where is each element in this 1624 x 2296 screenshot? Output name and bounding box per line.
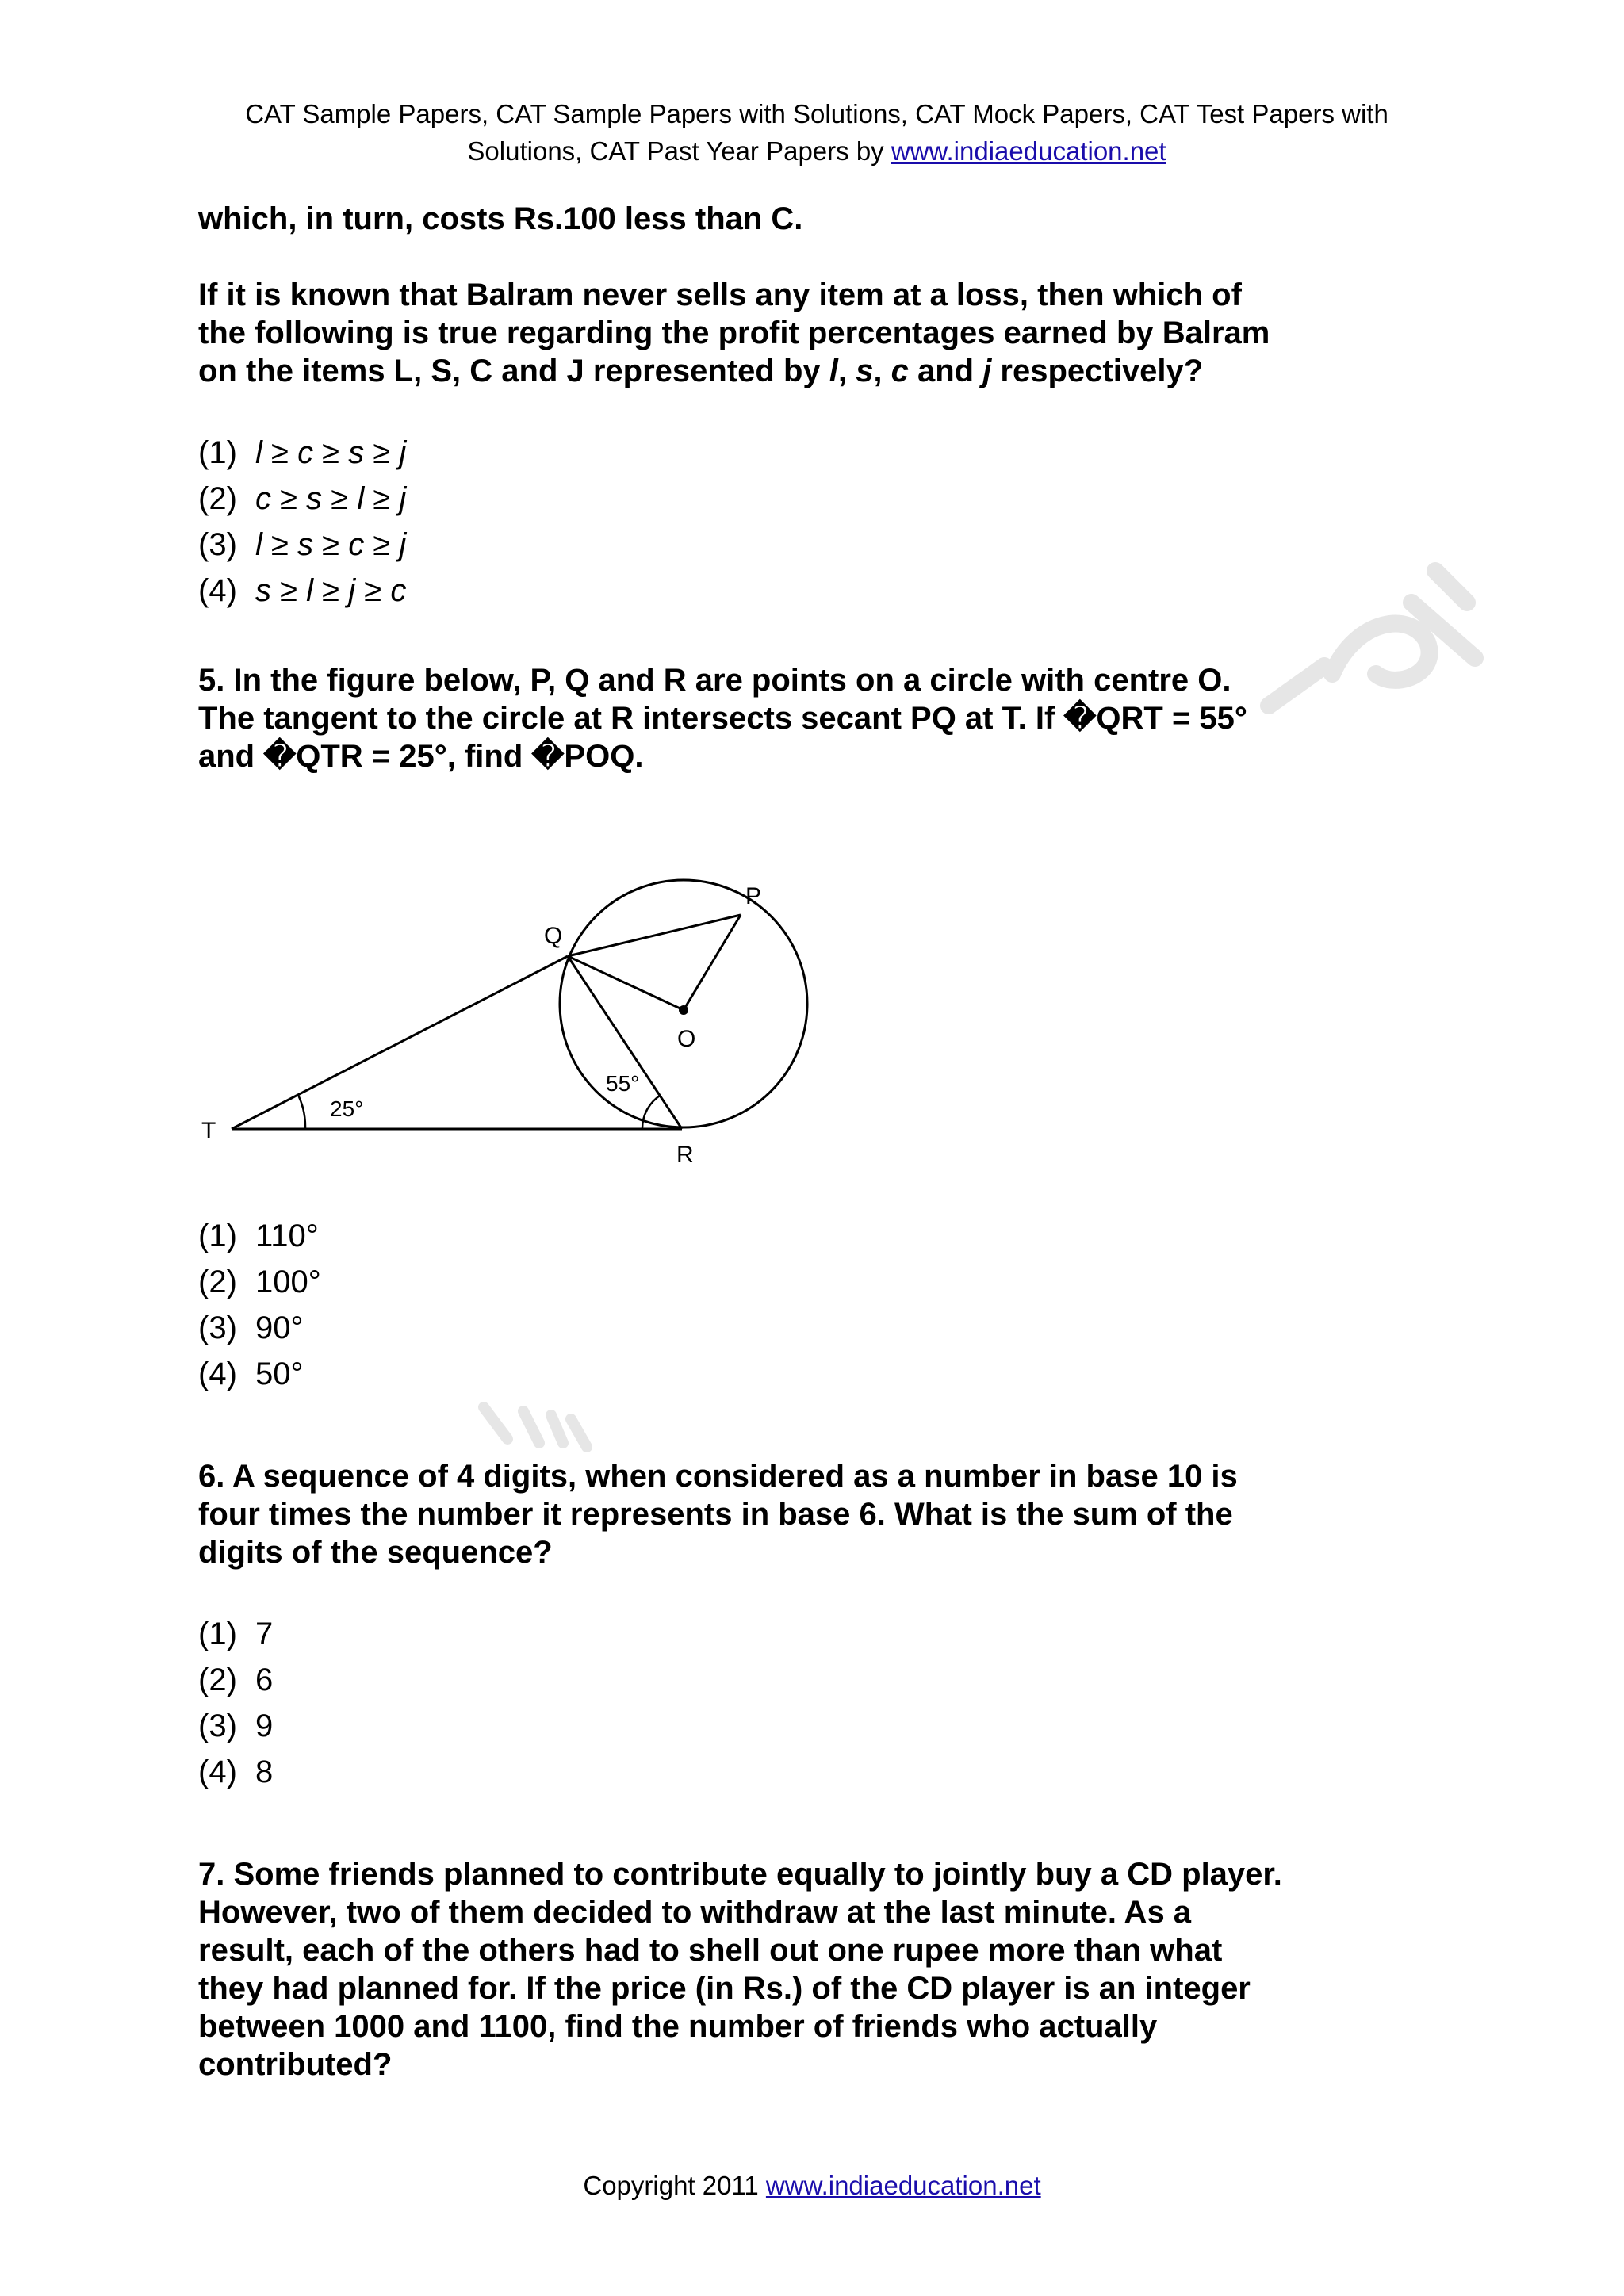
q5-option-4-text: 50° [255, 1357, 304, 1391]
q4-option-3 [198, 522, 1293, 568]
label-q: Q [544, 923, 563, 949]
q7-question: 7. Some friends planned to contribute equally to jointly buy a CD player. However, two of them decided to withdraw at the last minute. As a result, each of the others had to shell out one rupee more than what they had planned for. If the price (in Rs.) of the CD player is an integer between 1000 and 1100, find the number of friends who actually contributed? [198, 1857, 1282, 2082]
segment-po [684, 915, 741, 1010]
q6-option-3-num: (3) [198, 1709, 237, 1743]
q4-option-2-text: c ≥ s ≥ l ≥ j [255, 481, 407, 516]
q5-option-3-text: 90° [255, 1311, 304, 1345]
footer-text: Copyright 2011 [583, 2171, 766, 2200]
q6-option-1-num: (1) [198, 1617, 237, 1651]
q4-option-4-num: (4) [198, 573, 237, 608]
q5-options [198, 1213, 1293, 1397]
center-point [679, 1005, 688, 1015]
segment-tq [232, 956, 568, 1129]
q6-option-4-text: 8 [255, 1755, 274, 1789]
q5-geometry-figure [198, 864, 817, 1181]
q4-question-part2: respectively? [991, 354, 1204, 388]
label-o: O [677, 1026, 696, 1052]
q4-option-3-num: (3) [198, 527, 237, 562]
q6-options [198, 1611, 1293, 1795]
q4-comma-2: , [873, 354, 891, 388]
segment-qp [568, 915, 741, 956]
q4-option-1 [198, 430, 1293, 476]
q5-option-4-num: (4) [198, 1357, 237, 1391]
page-footer [0, 2171, 1624, 2201]
q5-option-1-num: (1) [198, 1219, 237, 1253]
q4-option-2 [198, 476, 1293, 522]
q4-option-3-text: l ≥ s ≥ c ≥ j [255, 527, 407, 562]
q6-question: 6. A sequence of 4 digits, when considered as a number in base 10 is four times the number it represents in base 6. What is the sum of the digits of the sequence? [198, 1459, 1238, 1570]
q4-option-4-text: s ≥ l ≥ j ≥ c [255, 573, 407, 608]
q4-and: and [908, 354, 983, 388]
q4-var-s: s [856, 354, 874, 388]
label-r: R [676, 1142, 694, 1168]
q4-option-4 [198, 568, 1293, 614]
header-line-2 [143, 132, 1491, 170]
q4-option-1-text: l ≥ c ≥ s ≥ j [255, 435, 407, 470]
label-p: P [745, 883, 762, 909]
angle-arc-t [298, 1095, 305, 1129]
label-t: T [201, 1118, 216, 1144]
q4-option-1-num: (1) [198, 435, 237, 470]
q5-option-2-text: 100° [255, 1265, 321, 1299]
q4-var-j: j [982, 354, 992, 388]
q6-option-3-text: 9 [255, 1709, 274, 1743]
q6-option-4 [198, 1749, 1293, 1795]
footer-link[interactable]: www.indiaeducation.net [765, 2171, 1041, 2200]
q5-option-1-text: 110° [255, 1219, 319, 1253]
circle [560, 880, 807, 1127]
q6-option-2-num: (2) [198, 1663, 237, 1697]
q6-option-1-text: 7 [255, 1617, 274, 1651]
q5-option-3 [198, 1305, 1293, 1351]
q6-option-2-text: 6 [255, 1663, 274, 1697]
q4-options [198, 430, 1293, 614]
header-line-1: CAT Sample Papers, CAT Sample Papers with Solutions, CAT Mock Papers, CAT Test Papers with [245, 99, 1388, 128]
q6-option-2 [198, 1657, 1293, 1703]
q5-option-2 [198, 1259, 1293, 1305]
q4-comma-1: , [837, 354, 856, 388]
page-header [143, 95, 1491, 170]
angle-label-r: 55° [606, 1071, 640, 1096]
q5-question: 5. In the figure below, P, Q and R are points on a circle with centre O. The tangent to the circle at R intersects secant PQ at T. If �QRT = 55° and �QTR = 25°, find �POQ. [198, 663, 1247, 774]
q6-option-3 [198, 1703, 1293, 1749]
q5-option-4 [198, 1351, 1293, 1397]
q4-option-2-num: (2) [198, 481, 237, 516]
header-line-2-text: Solutions, CAT Past Year Papers by [467, 136, 891, 166]
header-link[interactable]: www.indiaeducation.net [891, 136, 1166, 166]
q5-option-2-num: (2) [198, 1265, 237, 1299]
q4-continuation: which, in turn, costs Rs.100 less than C. [198, 201, 803, 236]
q5-option-3-num: (3) [198, 1311, 237, 1345]
q4-question [198, 276, 1293, 390]
page-content [198, 200, 1293, 775]
q4-var-c: c [891, 354, 909, 388]
q5-option-1 [198, 1213, 1293, 1259]
q6-option-1 [198, 1611, 1293, 1657]
angle-label-t: 25° [330, 1096, 364, 1121]
q4-var-l: l [829, 354, 838, 388]
q6-option-4-num: (4) [198, 1755, 237, 1789]
q4-question-part1: If it is known that Balram never sells any item at a loss, then which of the following is true regarding the profit percentages earned by Balram on the items L, S, C and J represented by [198, 277, 1270, 388]
q5-options-block [198, 1213, 1293, 2084]
